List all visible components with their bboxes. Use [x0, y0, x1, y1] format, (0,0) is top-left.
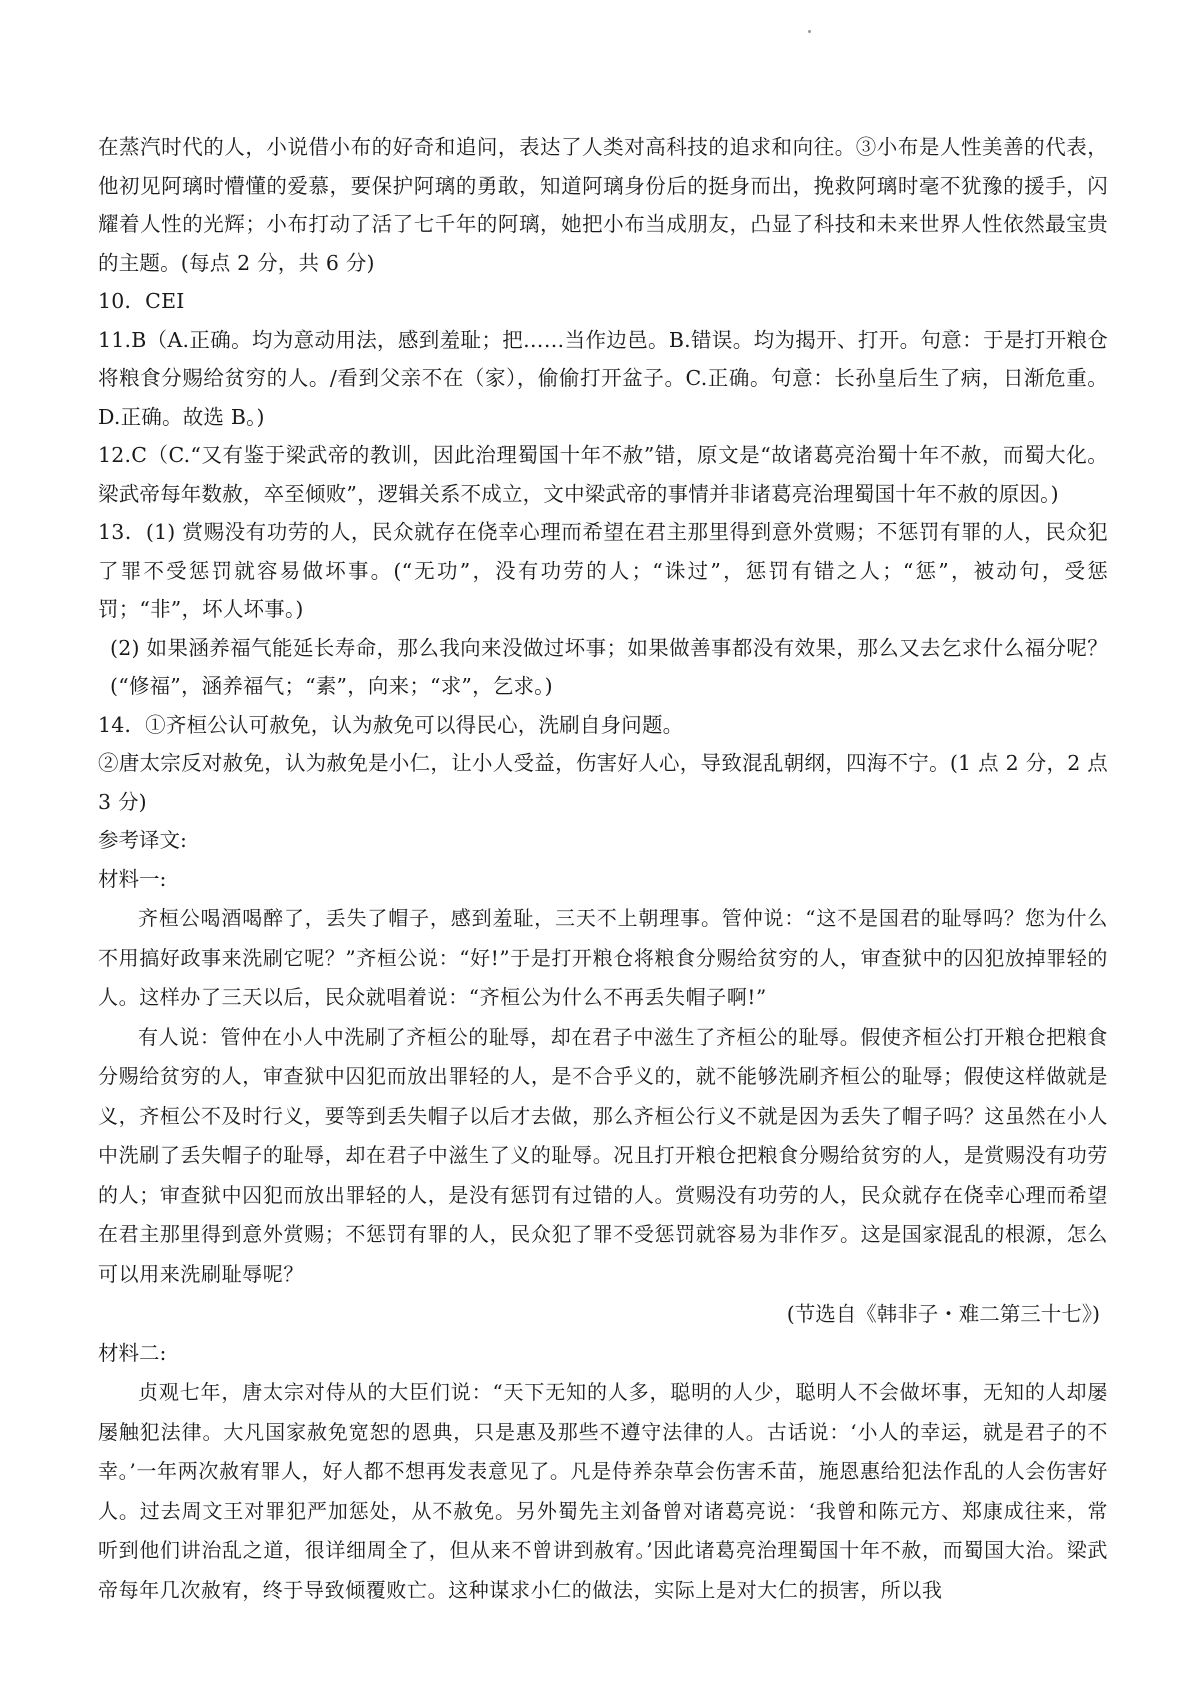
- material1-translation: [98, 899, 1108, 1294]
- answer-q9-continued: 在蒸汽时代的人，小说借小布的好奇和追问，表达了人类对高科技的追求和向往。③小布是人性美善的代表，他初见阿璃时懵懂的爱慕，要保护阿璃的勇敢，知道阿璃身份后的挺身而出，挽救阿璃时毫不犹豫的援手，闪耀着人性的光辉；小布打动了活了七千年的阿璃，她把小布当成朋友，凸显了科技和未来世界人性依然最宝贵的主题。(每点 2 分，共 6 分): [98, 135, 1108, 275]
- answer-q13-part1: 13．(1) 赏赐没有功劳的人，民众就存在侥幸心理而希望在君主那里得到意外赏赐；不惩罚有罪的人，民众犯了罪不受惩罚就容易做坏事。(“无功”，没有功劳的人；“诛过”，惩罚有错之人；“惩”，被动句，受惩罚；“非”，坏人坏事。): [98, 520, 1108, 621]
- scan-mark: [808, 30, 811, 33]
- material2-translation: [98, 1373, 1108, 1610]
- material2-paragraph: 贞观七年，唐太宗对侍从的大臣们说：“天下无知的人多，聪明的人少，聪明人不会做坏事，无知的人却屡屡触犯法律。大凡国家赦免宽恕的恩典，只是惠及那些不遵守法律的人。古话说：‘小人的幸运，就是君子的不幸。’一年两次赦宥罪人，好人都不想再发表意见了。凡是侍养杂草会伤害禾苗，施恩惠给犯法作乱的人会伤害好人。过去周文王对罪犯严加惩处，从不赦免。另外蜀先主刘备曾对诸葛亮说：‘我曾和陈元方、郑康成往来，常听到他们讲治乱之道，很详细周全了，但从来不曾讲到赦宥。’因此诸葛亮治理蜀国十年不赦，而蜀国大治。梁武帝每年几次赦宥，终于导致倾覆败亡。这种谋求小仁的做法，实际上是对大仁的损害，所以我: [98, 1380, 1108, 1602]
- answer-q12: 12.C（C.“又有鉴于梁武帝的教训，因此治理蜀国十年不赦”错，原文是“故诸葛亮治蜀十年不赦，而蜀大化。梁武帝每年数赦，卒至倾败”，逻辑关系不成立，文中梁武帝的事情并非诸葛亮治理蜀国十年不赦的原因。): [98, 443, 1108, 506]
- answer-q13-part2: (2) 如果涵养福气能延长寿命，那么我向来没做过坏事；如果做善事都没有效果，那么又去乞求什么福分呢？(“修福”，涵养福气；“素”，向来；“求”，乞求。): [110, 635, 1108, 698]
- answer-section: [98, 128, 1108, 821]
- material1-label: 材料一:: [98, 867, 167, 891]
- answer-q10: 10．CEI: [98, 289, 185, 313]
- material2-label: 材料二:: [98, 1341, 167, 1365]
- material1-paragraph: 齐桓公喝酒喝醉了，丢失了帽子，感到羞耻，三天不上朝理事。管仲说：“这不是国君的耻辱吗？您为什么不用搞好政事来洗刷它呢？”齐桓公说：“好!”于是打开粮仓将粮食分赐给贫穷的人，审查狱中的囚犯放掉罪轻的人。这样办了三天以后，民众就唱着说：“齐桓公为什么不再丢失帽子啊!”: [98, 906, 1108, 1009]
- material1-source: (节选自《韩非子・难二第三十七》): [786, 1302, 1100, 1326]
- translation-heading: 参考译文:: [98, 828, 187, 852]
- material1-paragraph: 有人说：管仲在小人中洗刷了齐桓公的耻辱，却在君子中滋生了齐桓公的耻辱。假使齐桓公打开粮仓把粮食分赐给贫穷的人，审查狱中囚犯而放出罪轻的人，是不合乎义的，就不能够洗刷齐桓公的耻辱；假使这样做就是义，齐桓公不及时行义，要等到丢失帽子以后才去做，那么齐桓公行义不就是因为丢失了帽子吗？这虽然在小人中洗刷了丢失帽子的耻辱，却在君子中滋生了义的耻辱。况且打开粮仓把粮食分赐给贫穷的人，是赏赐没有功劳的人；审查狱中囚犯而放出罪轻的人，是没有惩罚有过错的人。赏赐没有功劳的人，民众就存在侥幸心理而希望在君主那里得到意外赏赐；不惩罚有罪的人，民众犯了罪不受惩罚就容易为非作歹。这是国家混乱的根源，怎么可以用来洗刷耻辱呢？: [98, 1024, 1108, 1286]
- answer-q11: 11.B（A.正确。均为意动用法，感到羞耻；把……当作边邑。B.错误。均为揭开、打开。句意：于是打开粮仓将粮食分赐给贫穷的人。/看到父亲不在（家），偷偷打开盆子。C.正确。句意：长孙皇后生了病，日渐危重。D.正确。故选 B。): [98, 327, 1108, 429]
- answer-q14-point1: 14．①齐桓公认可赦免，认为赦免可以得民心，洗刷自身问题。: [98, 712, 684, 737]
- answer-q14-point2: ②唐太宗反对赦免，认为赦免是小仁，让小人受益，伤害好人心，导致混乱朝纲，四海不宁。(1 点 2 分，2 点 3 分): [98, 751, 1108, 814]
